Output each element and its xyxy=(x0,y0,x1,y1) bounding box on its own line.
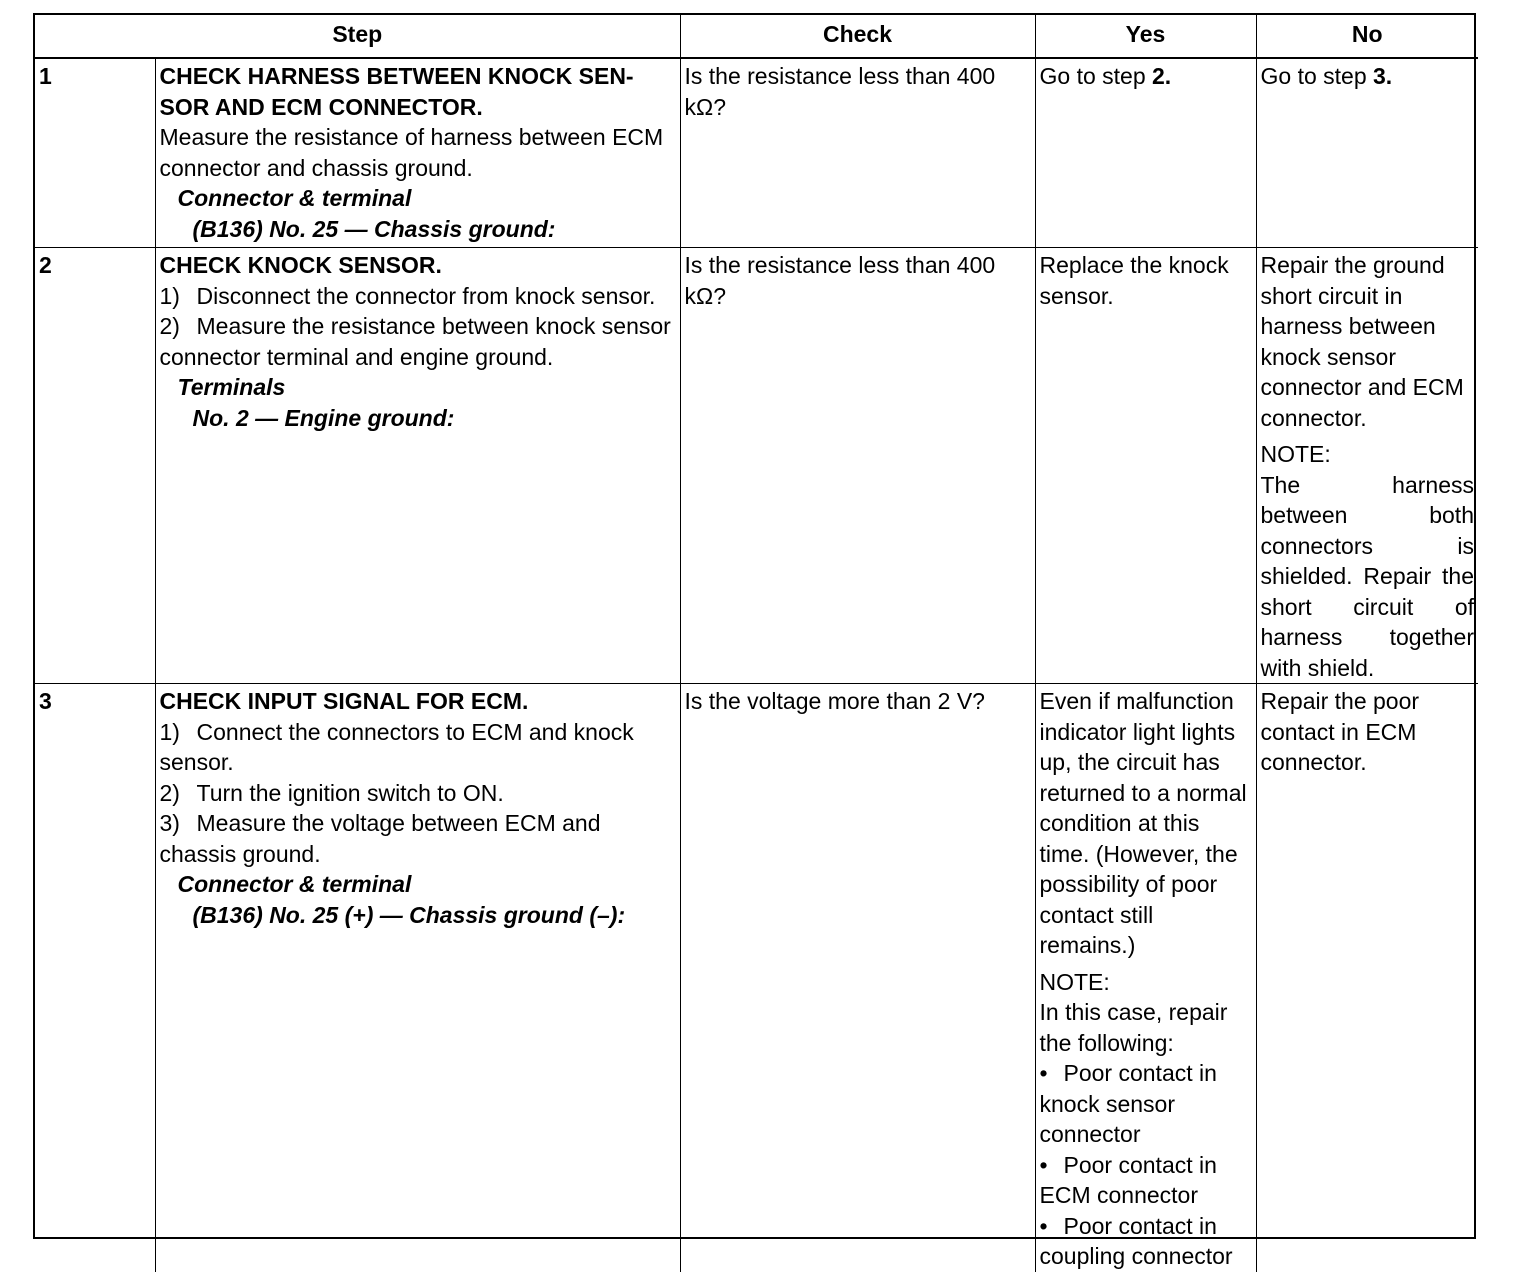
step-number: 1 xyxy=(35,58,155,248)
bullet-text: Poor contact in knock sensor connector xyxy=(1039,1060,1217,1147)
procedure-item xyxy=(160,281,676,312)
step-cell xyxy=(155,58,680,248)
no-text: Go to step xyxy=(1260,63,1374,89)
table-row xyxy=(35,684,1478,1272)
no-cell xyxy=(1256,248,1478,684)
item-text: Connect the connectors to ECM and knock sensor. xyxy=(159,718,634,775)
bullet-item xyxy=(1040,1058,1252,1150)
bullet-text: Poor contact in coupling connector xyxy=(1039,1212,1233,1269)
yes-cell: Replace the knock sensor. xyxy=(1035,248,1256,684)
spec-heading: Terminals xyxy=(177,374,286,400)
no-text: Repair the ground short circuit in harness between knock sensor connector and ECM connector. xyxy=(1260,252,1464,431)
spec-value: No. 2 — Engine ground: xyxy=(192,404,455,431)
item-index: 1) xyxy=(159,282,180,309)
item-index: 3) xyxy=(159,810,180,836)
bullet-icon: • xyxy=(1039,1212,1048,1239)
yes-step-ref: 2. xyxy=(1152,63,1172,89)
spec-value: (B136) No. 25 (+) — Chassis ground (–): xyxy=(192,901,626,928)
yes-text: Even if malfunction indicator light lights up, the circuit has returned to a normal condition at this time. (However, the possibility of poor contact still remains.) xyxy=(1039,688,1247,958)
bullet-icon: • xyxy=(1039,1151,1048,1178)
header-check: Check xyxy=(680,15,1035,58)
note-text: In this case, repair the following: xyxy=(1039,999,1228,1056)
spec-value: (B136) No. 25 — Chassis ground: xyxy=(192,215,556,242)
procedure-item xyxy=(160,311,676,372)
table-row xyxy=(35,58,1478,248)
item-text: Measure the resistance between knock sensor connector terminal and engine ground. xyxy=(159,313,671,370)
item-index: 2) xyxy=(159,779,180,806)
troubleshooting-table-document xyxy=(33,13,1476,1269)
step-title: CHECK KNOCK SENSOR. xyxy=(159,252,442,278)
step-title: CHECK INPUT SIGNAL FOR ECM. xyxy=(159,688,529,714)
note-text: The harness between both connectors is shielded. Repair the short circuit of harness together with shield. xyxy=(1260,471,1474,681)
diagnostic-table xyxy=(35,15,1478,1272)
item-text: Measure the voltage between ECM and chassis ground. xyxy=(159,810,601,867)
procedure-item xyxy=(160,778,676,809)
bullet-item xyxy=(1040,1150,1252,1211)
no-cell: Repair the poor contact in ECM connector. xyxy=(1256,684,1478,1272)
note-label: NOTE: xyxy=(1039,968,1110,995)
yes-cell xyxy=(1035,58,1256,248)
step-title xyxy=(160,61,676,122)
spec-heading: Connector & terminal xyxy=(177,871,412,897)
bullet-icon: • xyxy=(1039,1060,1048,1086)
step-title-line: SOR AND ECM CONNECTOR. xyxy=(159,93,483,120)
yes-cell xyxy=(1035,684,1256,1272)
item-index: 1) xyxy=(159,718,180,745)
step-number: 3 xyxy=(35,684,155,1272)
header-yes: Yes xyxy=(1035,15,1256,58)
check-cell: Is the resistance less than 400 kΩ? xyxy=(680,248,1035,684)
no-step-ref: 3. xyxy=(1373,63,1393,89)
check-cell: Is the resistance less than 400 kΩ? xyxy=(680,58,1035,248)
item-index: 2) xyxy=(159,313,180,339)
yes-text: Go to step xyxy=(1039,63,1153,89)
check-cell: Is the voltage more than 2 V? xyxy=(680,684,1035,1272)
item-text: Disconnect the connector from knock sensor. xyxy=(196,282,656,309)
item-text: Turn the ignition switch to ON. xyxy=(196,779,504,806)
note-label: NOTE: xyxy=(1260,441,1331,467)
procedure-item xyxy=(160,808,676,869)
no-cell xyxy=(1256,58,1478,248)
step-description: Measure the resistance of harness between ECM connector and chassis ground. xyxy=(159,124,664,181)
procedure-item xyxy=(160,717,676,778)
step-title-line: CHECK HARNESS BETWEEN KNOCK SEN- xyxy=(159,63,634,89)
step-number: 2 xyxy=(35,248,155,684)
bullet-item xyxy=(1040,1211,1252,1272)
header-row xyxy=(35,15,1478,58)
step-cell xyxy=(155,684,680,1272)
table-row xyxy=(35,248,1478,684)
header-no: No xyxy=(1256,15,1478,58)
spec-heading: Connector & terminal xyxy=(177,185,412,211)
bullet-text: Poor contact in ECM connector xyxy=(1039,1151,1217,1208)
header-step: Step xyxy=(35,15,680,58)
step-cell xyxy=(155,248,680,684)
